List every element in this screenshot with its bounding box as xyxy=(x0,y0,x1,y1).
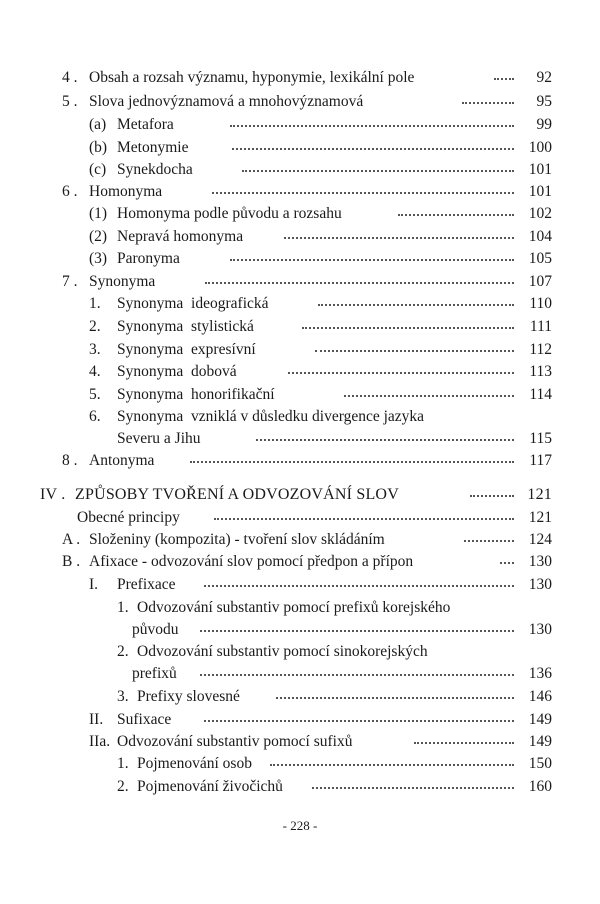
entry-page: 110 xyxy=(529,295,552,312)
leader-dots xyxy=(494,78,514,80)
entry-page: 121 xyxy=(527,486,552,503)
toc-entry xyxy=(0,384,600,406)
toc-entry xyxy=(0,137,600,159)
toc-entry xyxy=(0,641,600,663)
entry-number: 3. xyxy=(89,341,101,358)
entry-number: 6 . xyxy=(62,183,78,200)
entry-number: 1. xyxy=(117,599,129,616)
entry-page: 121 xyxy=(528,509,552,526)
entry-number: (1) xyxy=(89,205,108,222)
entry-page: 111 xyxy=(529,318,552,335)
entry-page: 112 xyxy=(529,341,552,358)
toc-entry xyxy=(0,450,600,472)
toc-entry xyxy=(0,293,600,315)
entry-page: 99 xyxy=(536,116,552,133)
entry-number: 7 . xyxy=(62,273,78,290)
entry-number: IIa. xyxy=(89,733,111,750)
entry-title: Synonyma dobová xyxy=(117,363,237,380)
entry-number: (c) xyxy=(89,161,107,178)
entry-title: Synonyma vzniklá v důsledku divergence jazyka xyxy=(117,408,425,425)
chapter-title: ZPŮSOBY TVOŘENÍ A ODVOZOVÁNÍ SLOV xyxy=(75,486,399,503)
entry-page: 150 xyxy=(528,755,552,772)
entry-page: 114 xyxy=(529,386,552,403)
entry-page: 136 xyxy=(528,665,552,682)
entry-number: I. xyxy=(89,576,99,593)
leader-dots xyxy=(242,170,514,172)
leader-dots xyxy=(232,148,514,150)
leader-dots xyxy=(200,630,514,632)
leader-dots xyxy=(205,282,514,284)
entry-page: 101 xyxy=(528,183,552,200)
toc-entry xyxy=(0,248,600,270)
entry-page: 146 xyxy=(528,688,552,705)
entry-title: Prefixace xyxy=(117,576,176,593)
leader-dots xyxy=(464,540,514,542)
entry-title: Severu a Jihu xyxy=(117,430,201,447)
toc-chapter-heading xyxy=(0,484,600,506)
entry-title: prefixů xyxy=(132,665,177,682)
chapter-number: IV . xyxy=(40,486,66,503)
toc-entry xyxy=(0,271,600,293)
leader-dots xyxy=(414,742,514,744)
entry-title: Slova jednovýznamová a mnohovýznamová xyxy=(89,93,364,110)
leader-dots xyxy=(214,518,514,520)
entry-title: Afixace - odvozování slov pomocí předpon a přípon xyxy=(89,553,414,570)
leader-dots xyxy=(230,259,514,261)
leader-dots xyxy=(470,495,514,497)
leader-dots xyxy=(398,214,514,216)
leader-dots xyxy=(318,304,514,306)
toc-entry xyxy=(0,529,600,551)
entry-page: 149 xyxy=(528,711,552,728)
entry-title: Synonyma honorifikační xyxy=(117,386,275,403)
entry-title: Složeniny (kompozita) - tvoření slov skládáním xyxy=(89,531,385,548)
entry-number: II. xyxy=(89,711,104,728)
entry-title: Synonyma stylistická xyxy=(117,318,254,335)
toc-entry xyxy=(0,507,600,529)
leader-dots xyxy=(256,439,514,441)
entry-page: 92 xyxy=(536,69,552,86)
toc-entry xyxy=(0,597,600,619)
leader-dots xyxy=(190,461,514,463)
entry-number: 5. xyxy=(89,386,101,403)
entry-title: Metonymie xyxy=(117,139,189,156)
leader-dots xyxy=(200,674,514,676)
toc-entry xyxy=(0,114,600,136)
page-number: - 228 - xyxy=(282,818,318,833)
leader-dots xyxy=(288,372,514,374)
entry-title: Synonyma xyxy=(89,273,156,290)
toc-entry xyxy=(0,551,600,573)
entry-title: původu xyxy=(132,621,179,638)
entry-title: Paronyma xyxy=(117,250,180,267)
entry-number: 2. xyxy=(117,778,129,795)
toc-entry-continuation xyxy=(0,619,600,641)
leader-dots xyxy=(312,787,514,789)
toc-entry-continuation xyxy=(0,428,600,450)
entry-number: (a) xyxy=(89,116,107,133)
toc-entry xyxy=(0,316,600,338)
entry-title: Odvozování substantiv pomocí sinokorejských xyxy=(137,643,428,660)
leader-dots xyxy=(462,102,514,104)
entry-page: 101 xyxy=(528,161,552,178)
entry-number: 1. xyxy=(117,755,129,772)
entry-number: 8 . xyxy=(62,452,78,469)
entry-title: Pojmenování osob xyxy=(137,755,252,772)
toc-entry xyxy=(0,203,600,225)
entry-page: 130 xyxy=(528,576,552,593)
leader-dots xyxy=(344,395,514,397)
entry-page: 130 xyxy=(528,553,552,570)
entry-title: Antonyma xyxy=(89,452,155,469)
leader-dots xyxy=(204,720,514,722)
toc-entry xyxy=(0,181,600,203)
entry-number: 3. xyxy=(117,688,129,705)
toc-entry xyxy=(0,226,600,248)
leader-dots xyxy=(302,327,514,329)
entry-page: 160 xyxy=(528,778,552,795)
leader-dots xyxy=(315,350,514,352)
entry-number: 2. xyxy=(117,643,129,660)
toc-entry xyxy=(0,709,600,731)
entry-number: (2) xyxy=(89,228,108,245)
toc-entry xyxy=(0,686,600,708)
toc-entry xyxy=(0,406,600,428)
leader-dots xyxy=(276,697,514,699)
entry-number: 5 . xyxy=(62,93,78,110)
entry-title: Odvozování substantiv pomocí sufixů xyxy=(117,733,353,750)
entry-page: 102 xyxy=(528,205,552,222)
leader-dots xyxy=(212,192,514,194)
toc-entry xyxy=(0,574,600,596)
entry-page: 107 xyxy=(528,273,552,290)
entry-title: Sufixace xyxy=(117,711,172,728)
entry-title: Pojmenování živočichů xyxy=(137,778,283,795)
entry-number: 4. xyxy=(89,363,101,380)
leader-dots xyxy=(204,585,514,587)
entry-number: (3) xyxy=(89,250,108,267)
entry-page: 113 xyxy=(529,363,552,380)
entry-page: 149 xyxy=(528,733,552,750)
toc-entry xyxy=(0,91,600,113)
leader-dots xyxy=(270,764,514,766)
entry-page: 104 xyxy=(528,228,552,245)
toc-entry xyxy=(0,731,600,753)
entry-title: Homonyma xyxy=(89,183,163,200)
entry-title: Prefixy slovesné xyxy=(137,688,240,705)
toc-entry xyxy=(0,361,600,383)
entry-title: Nepravá homonyma xyxy=(117,228,244,245)
entry-number: 2. xyxy=(89,318,101,335)
entry-title: Synekdocha xyxy=(117,161,193,178)
entry-page: 130 xyxy=(528,621,552,638)
entry-page: 95 xyxy=(536,93,552,110)
entry-number: B . xyxy=(62,553,81,570)
toc-entry xyxy=(0,776,600,798)
entry-page: 105 xyxy=(528,250,552,267)
toc-entry xyxy=(0,753,600,775)
entry-title: Metafora xyxy=(117,116,174,133)
toc-entry-continuation xyxy=(0,663,600,685)
entry-page: 115 xyxy=(529,430,552,447)
entry-number: 1. xyxy=(89,295,101,312)
entry-title: Synonyma ideografická xyxy=(117,295,269,312)
entry-title: Obecné principy xyxy=(77,509,180,526)
entry-number: 6. xyxy=(89,408,101,425)
entry-title: Homonyma podle původu a rozsahu xyxy=(117,205,342,222)
entry-number: (b) xyxy=(89,139,108,156)
toc-entry xyxy=(0,159,600,181)
leader-dots xyxy=(230,125,514,127)
leader-dots xyxy=(500,562,514,564)
entry-title: Odvozování substantiv pomocí prefixů korejského xyxy=(137,599,451,616)
entry-title: Synonyma expresívní xyxy=(117,341,256,358)
entry-number: A . xyxy=(62,531,81,548)
entry-title: Obsah a rozsah významu, hyponymie, lexikální pole xyxy=(89,69,415,86)
entry-page: 117 xyxy=(529,452,552,469)
leader-dots xyxy=(284,237,514,239)
entry-page: 124 xyxy=(528,531,552,548)
entry-page: 100 xyxy=(528,139,552,156)
toc-entry xyxy=(0,67,600,89)
entry-number: 4 . xyxy=(62,69,78,86)
toc-entry xyxy=(0,339,600,361)
